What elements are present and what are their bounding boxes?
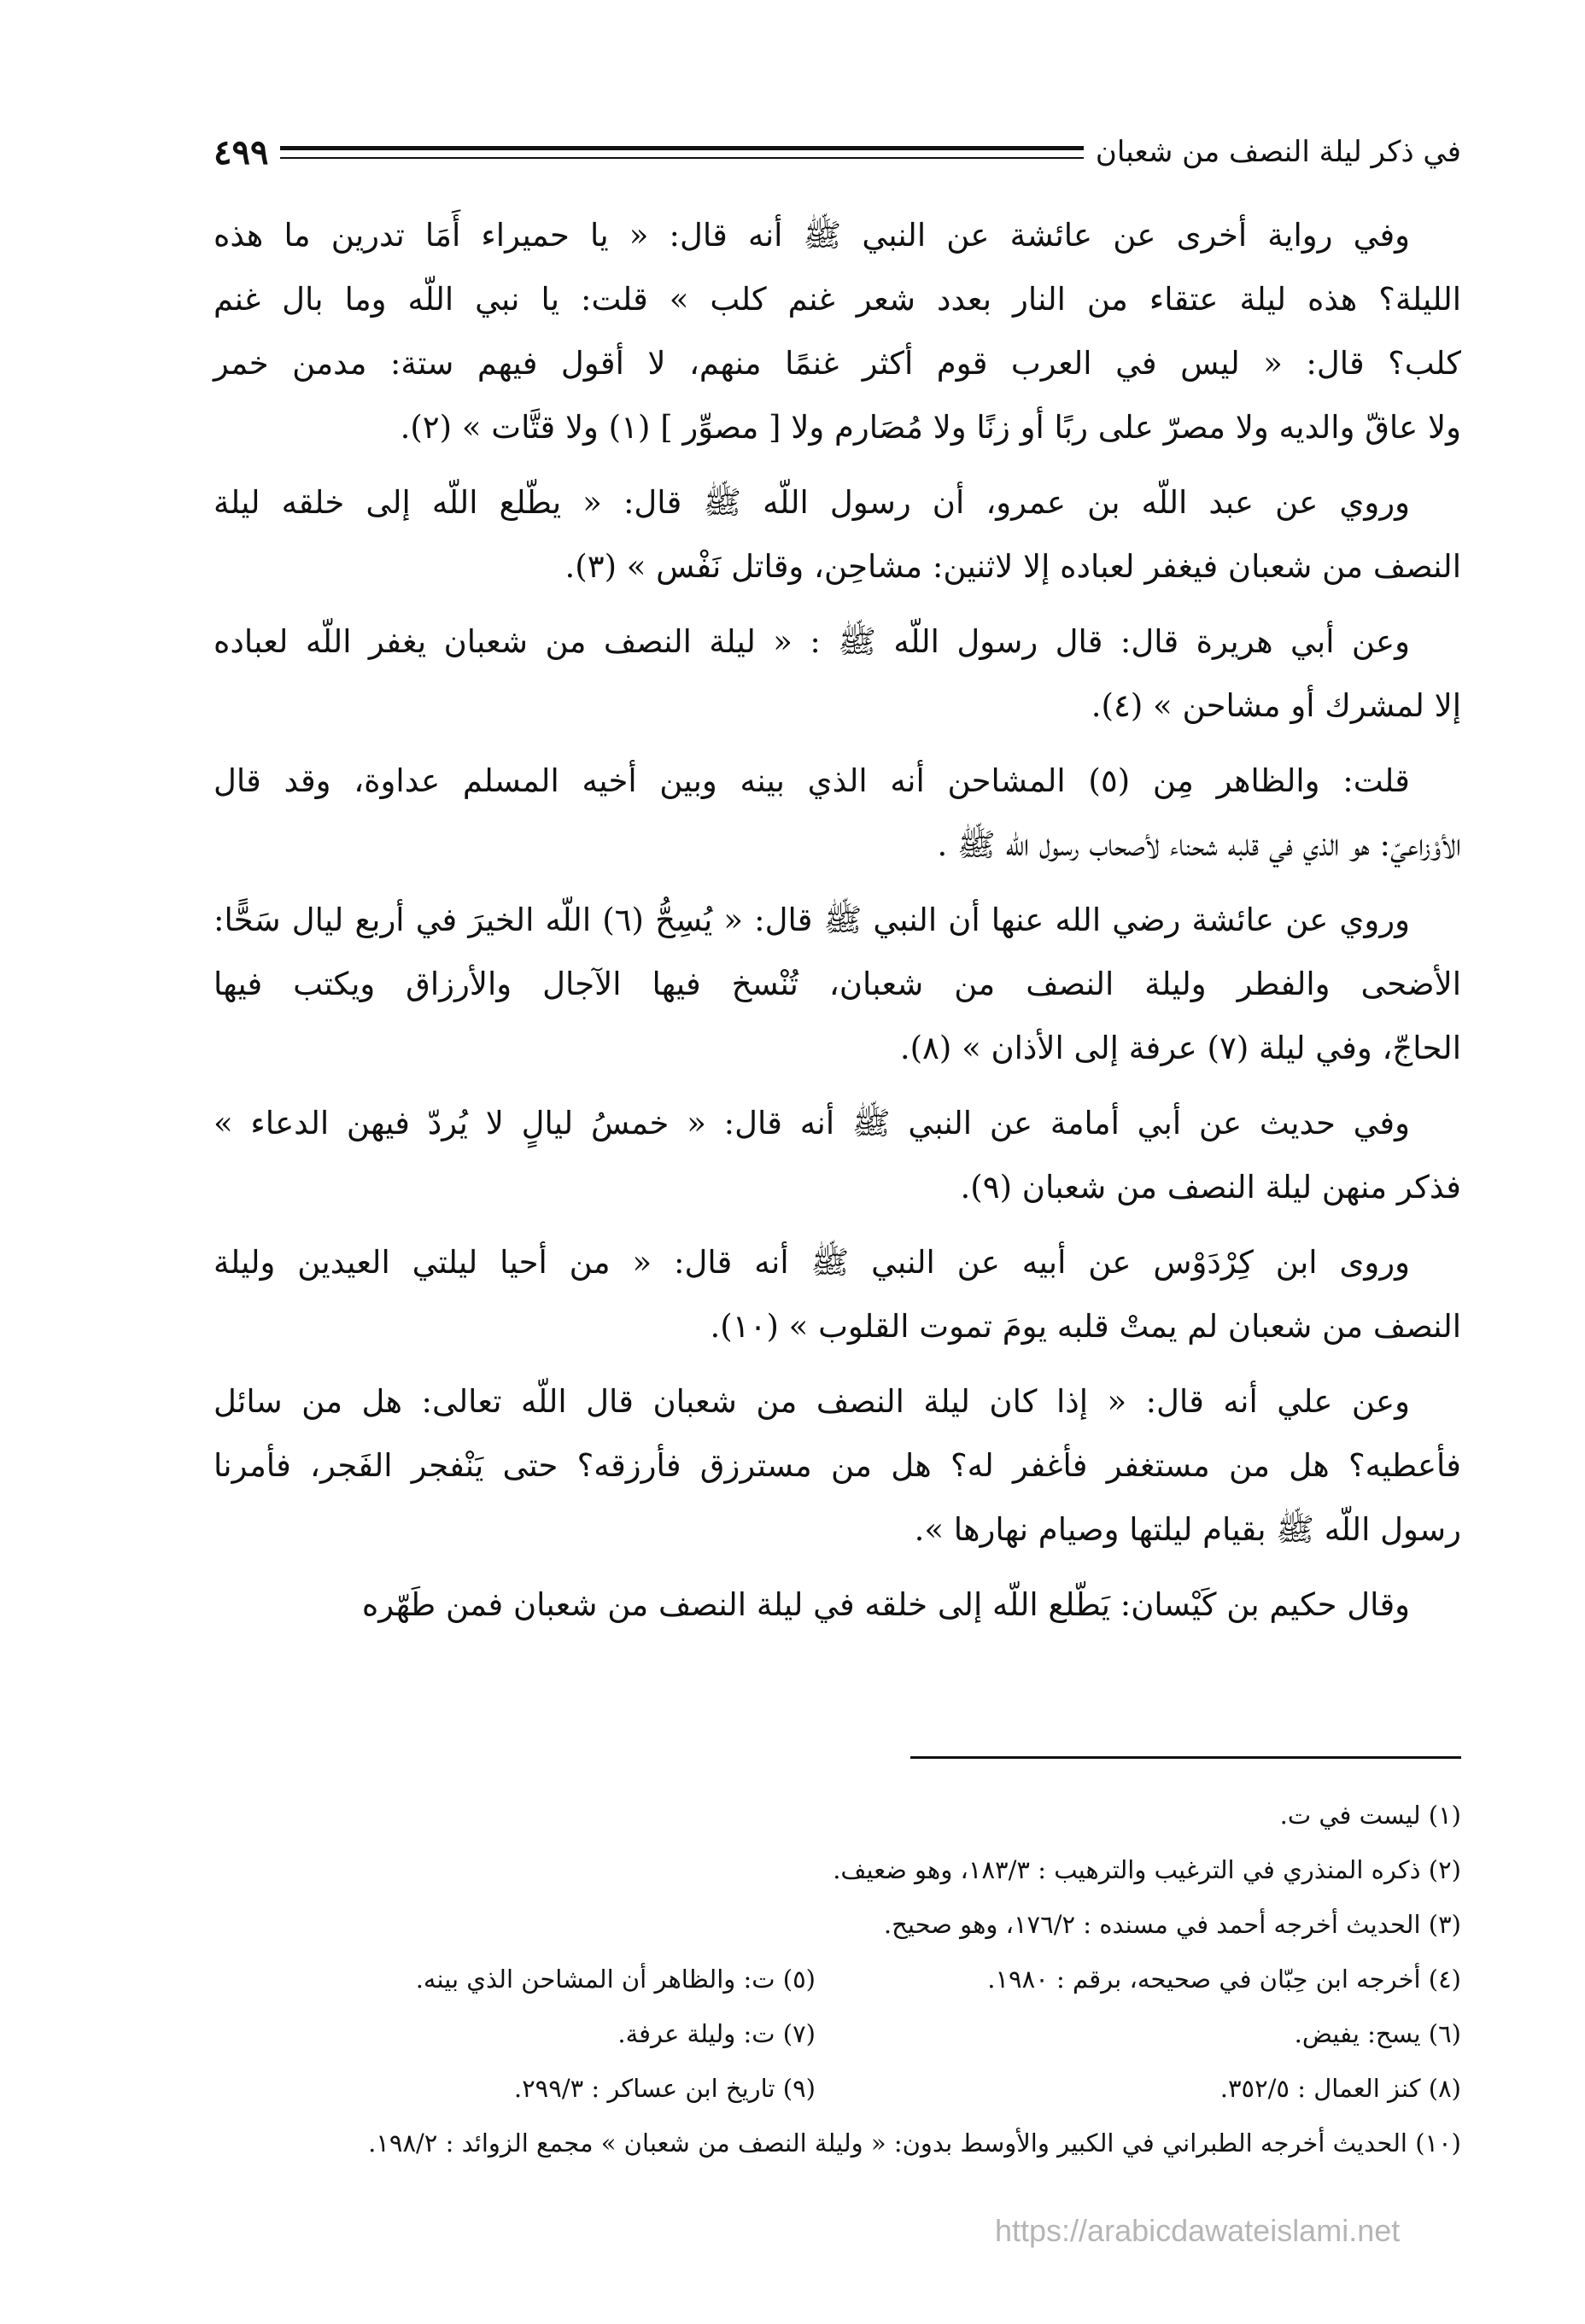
text-line: وفي رواية أخرى عن عائشة عن النبي ﷺ أنه قال: « يا حميراء أَمَا تدرين ما هذه <box>213 217 1410 254</box>
footnote: (٤) أخرجه ابن حِبّان في صحيحه، برقم : ١٩٨٠. <box>987 1965 1461 1994</box>
text-line: وقال حكيم بن كَيْسان: يَطّلع اللّه إلى خلقه في ليلة النصف من شعبان فمن طَهّره <box>361 1586 1410 1623</box>
text-line: وروي عن عبد اللّه بن عمرو، أن رسول اللّه ﷺ قال: « يطّلع اللّه إلى خلقه ليلة <box>213 484 1410 521</box>
footnote: (٣) الحديث أخرجه أحمد في مسنده : ١٧٦/٢، وهو صحيح. <box>883 1910 1461 1939</box>
footnote-row <box>213 1788 1461 1842</box>
text-line: وروي عن عائشة رضي الله عنها أن النبي ﷺ قال: « يُسِحُّ (٦) اللّه الخيرَ في أربع ليال سَحًّا: <box>213 902 1410 938</box>
running-header <box>213 128 1461 176</box>
text-line: فذكر منهن ليلة النصف من شعبان (٩). <box>960 1169 1461 1206</box>
main-text <box>213 203 1461 1637</box>
footnote: (٧) ت: وليلة عرفة. <box>617 2019 816 2048</box>
footnotes <box>213 1788 1461 2170</box>
text-line: الحاجّ، وفي ليلة (٧) عرفة إلى الأذان » (٨). <box>899 1030 1461 1066</box>
header-rule <box>280 146 1083 159</box>
paragraph <box>213 749 1461 877</box>
text-line: الليلة؟ هذه ليلة عتقاء من النار بعدد شعر غنم كلب » قلت: يا نبي اللّه وما بال غنم <box>213 281 1461 318</box>
footnote: (٦) يسح: يفيض. <box>1294 2019 1461 2048</box>
text-line: فأعطيه؟ هل من مستغفر فأغفر له؟ هل من مسترزق فأرزقه؟ حتى يَنْفجر الفَجر، فأمرنا <box>213 1447 1461 1484</box>
text-line: رسول اللّه ﷺ بقيام ليلتها وصيام نهارها ». <box>914 1511 1461 1548</box>
footnote-row <box>213 1897 1461 1952</box>
text-line: وعن علي أنه قال: « إذا كان ليلة النصف من شعبان قال اللّه تعالى: هل من سائل <box>213 1383 1410 1420</box>
watermark-url: https://arabicdawateislami.net <box>995 2213 1401 2248</box>
paragraph <box>213 610 1461 738</box>
paragraph <box>213 203 1461 459</box>
text-line: الأضحى والفطر وليلة النصف من شعبان، تُنْسخ فيها الآجال والأرزاق ويكتب فيها <box>213 966 1461 1002</box>
footnote: (١) ليست في ت. <box>1279 1801 1461 1830</box>
footnote-row <box>213 1842 1461 1897</box>
footnote: (٥) ت: والظاهر أن المشاحن الذي بينه. <box>415 1965 816 1994</box>
text-line: وعن أبي هريرة قال: قال رسول اللّه ﷺ : « ليلة النصف من شعبان يغفر اللّه لعباده <box>213 623 1410 660</box>
footnote: (٨) كنز العمال : ٣٥٢/٥. <box>1219 2074 1461 2103</box>
footnote-row <box>213 1952 1461 2006</box>
paragraph <box>213 1230 1461 1358</box>
text-line: كلب؟ قال: « ليس في العرب قوم أكثر غنمًا منهم، لا أقول فيهم ستة: مدمن خمر <box>213 345 1461 382</box>
paragraph <box>213 1091 1461 1219</box>
text-line: قلت: والظاهر مِن (٥) المشاحن أنه الذي بينه وبين أخيه المسلم عداوة، وقد قال <box>213 762 1410 799</box>
text-line: إلا لمشرك أو مشاحن » (٤). <box>1091 687 1461 724</box>
page-number: ٤٩٩ <box>213 131 269 172</box>
footnote-separator <box>910 1756 1461 1759</box>
footnote: (٢) ذكره المنذري في الترغيب والترهيب : ١٨٣/٣، وهو ضعيف. <box>833 1855 1461 1884</box>
footnote: (١٠) الحديث أخرجه الطبراني في الكبير والأوسط بدون: « وليلة النصف من شعبان » مجمع الزوائد : ١٩٨/٢. <box>368 2128 1461 2158</box>
footnote-row <box>213 2116 1461 2170</box>
paragraph <box>213 888 1461 1080</box>
footnote: (٩) تاريخ ابن عساكر : ٢٩٩/٣. <box>513 2074 816 2103</box>
text-line: الأوْزاعيّ: هو الذي في قلبه شحناء لأصحاب رسول اللّه ﷺ . <box>937 826 1461 863</box>
text-line: ولا عاقّ والديه ولا مصرّ على ربًا أو زنًا ولا مُصَارم ولا [ مصوِّر ] (١) ولا قتَّات » (٢). <box>400 409 1461 446</box>
chapter-title: في ذكر ليلة النصف من شعبان <box>1095 135 1461 169</box>
paragraph <box>213 1573 1461 1637</box>
paragraph <box>213 1369 1461 1562</box>
text-line: النصف من شعبان فيغفر لعباده إلا لاثنين: مشاحِن، وقاتل نَفْس » (٣). <box>564 548 1461 585</box>
paragraph <box>213 470 1461 599</box>
footnote-row <box>213 2006 1461 2061</box>
footnote-row <box>213 2061 1461 2116</box>
text-line: وروى ابن كِرْدَوْس عن أبيه عن النبي ﷺ أنه قال: « من أحيا ليلتي العيدين وليلة <box>213 1244 1410 1281</box>
text-line: النصف من شعبان لم يمتْ قلبه يومَ تموت القلوب » (١٠). <box>710 1308 1461 1345</box>
text-line: وفي حديث عن أبي أمامة عن النبي ﷺ أنه قال: « خمسُ ليالٍ لا يُردّ فيهن الدعاء » <box>213 1105 1410 1142</box>
